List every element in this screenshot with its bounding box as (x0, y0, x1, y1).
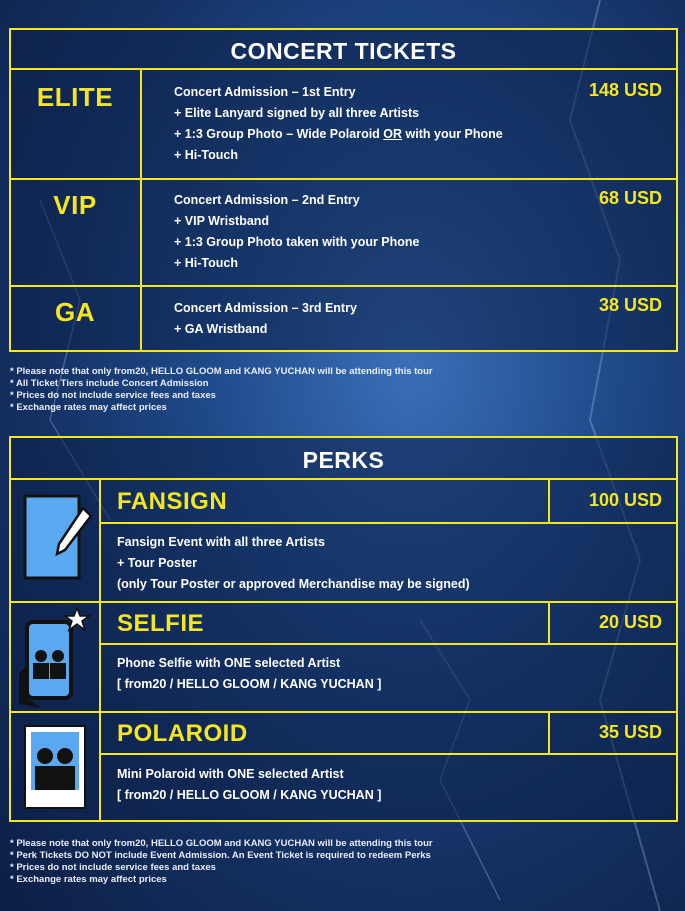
perks-panel (9, 436, 678, 822)
tier-elite-name: ELITE (36, 82, 114, 112)
perk-selfie-name: SELFIE (117, 610, 205, 637)
perk-fansign-line: + Tour Poster (117, 556, 197, 570)
perk-fansign-price: 100 USD (588, 490, 662, 510)
perk-notes: * Please note that only from20, HELLO GLOOM and KANG YUCHAN will be attending this tour * Perk Tickets DO NOT include Event Admission. An Event Ticket is required to redeem Perks * Prices do not include service fees and taxes * Exchange rates may affect prices (10, 838, 433, 885)
tier-elite-line: Concert Admission – 1st Entry (174, 85, 356, 99)
perk-selfie-line: Phone Selfie with ONE selected Artist (117, 656, 341, 670)
phone-selfie-icon (11, 604, 97, 712)
tier-ga-line: Concert Admission – 3rd Entry (174, 301, 357, 315)
tier-vip-line: + Hi-Touch (174, 256, 239, 270)
perk-polaroid-line: [ from20 / HELLO GLOOM / KANG YUCHAN ] (117, 788, 382, 802)
perk-selfie-price: 20 USD (598, 612, 662, 632)
perk-polaroid-name: POLAROID (117, 720, 248, 747)
pen-tablet-icon (13, 488, 93, 598)
tier-vip-line: Concert Admission – 2nd Entry (174, 193, 360, 207)
tier-elite-line: + 1:3 Group Photo – Wide Polaroid OR with your Phone (174, 127, 503, 141)
perk-fansign-line: Fansign Event with all three Artists (117, 535, 325, 549)
tier-ga-price: 38 USD (598, 295, 662, 315)
perk-polaroid-line: Mini Polaroid with ONE selected Artist (117, 767, 344, 781)
tier-elite-line: + Hi-Touch (174, 148, 239, 162)
tier-ga-line: + GA Wristband (174, 322, 268, 336)
tier-ga-name: GA (55, 297, 95, 327)
tier-vip-line: + 1:3 Group Photo taken with your Phone (174, 235, 420, 249)
concert-tickets-panel (9, 28, 678, 352)
perk-fansign-line: (only Tour Poster or approved Merchandise may be signed) (117, 577, 470, 591)
tier-vip-price: 68 USD (598, 188, 662, 208)
perks-title: PERKS (302, 447, 385, 473)
concert-tickets-title: CONCERT TICKETS (230, 38, 457, 64)
perk-fansign-name: FANSIGN (117, 488, 228, 515)
perk-selfie-line: [ from20 / HELLO GLOOM / KANG YUCHAN ] (117, 677, 382, 691)
tier-elite-price: 148 USD (588, 80, 662, 100)
perk-polaroid-price: 35 USD (598, 722, 662, 742)
ticket-notes: * Please note that only from20, HELLO GLOOM and KANG YUCHAN will be attending this tour * All Ticket Tiers include Concert Admission * Prices do not include service fees and taxes * Exchange rates may affect prices (10, 366, 433, 413)
polaroid-icon (15, 718, 95, 818)
tier-vip-name: VIP (53, 190, 97, 220)
tier-elite-line: + Elite Lanyard signed by all three Artists (174, 106, 420, 120)
tier-vip-line: + VIP Wristband (174, 214, 270, 228)
